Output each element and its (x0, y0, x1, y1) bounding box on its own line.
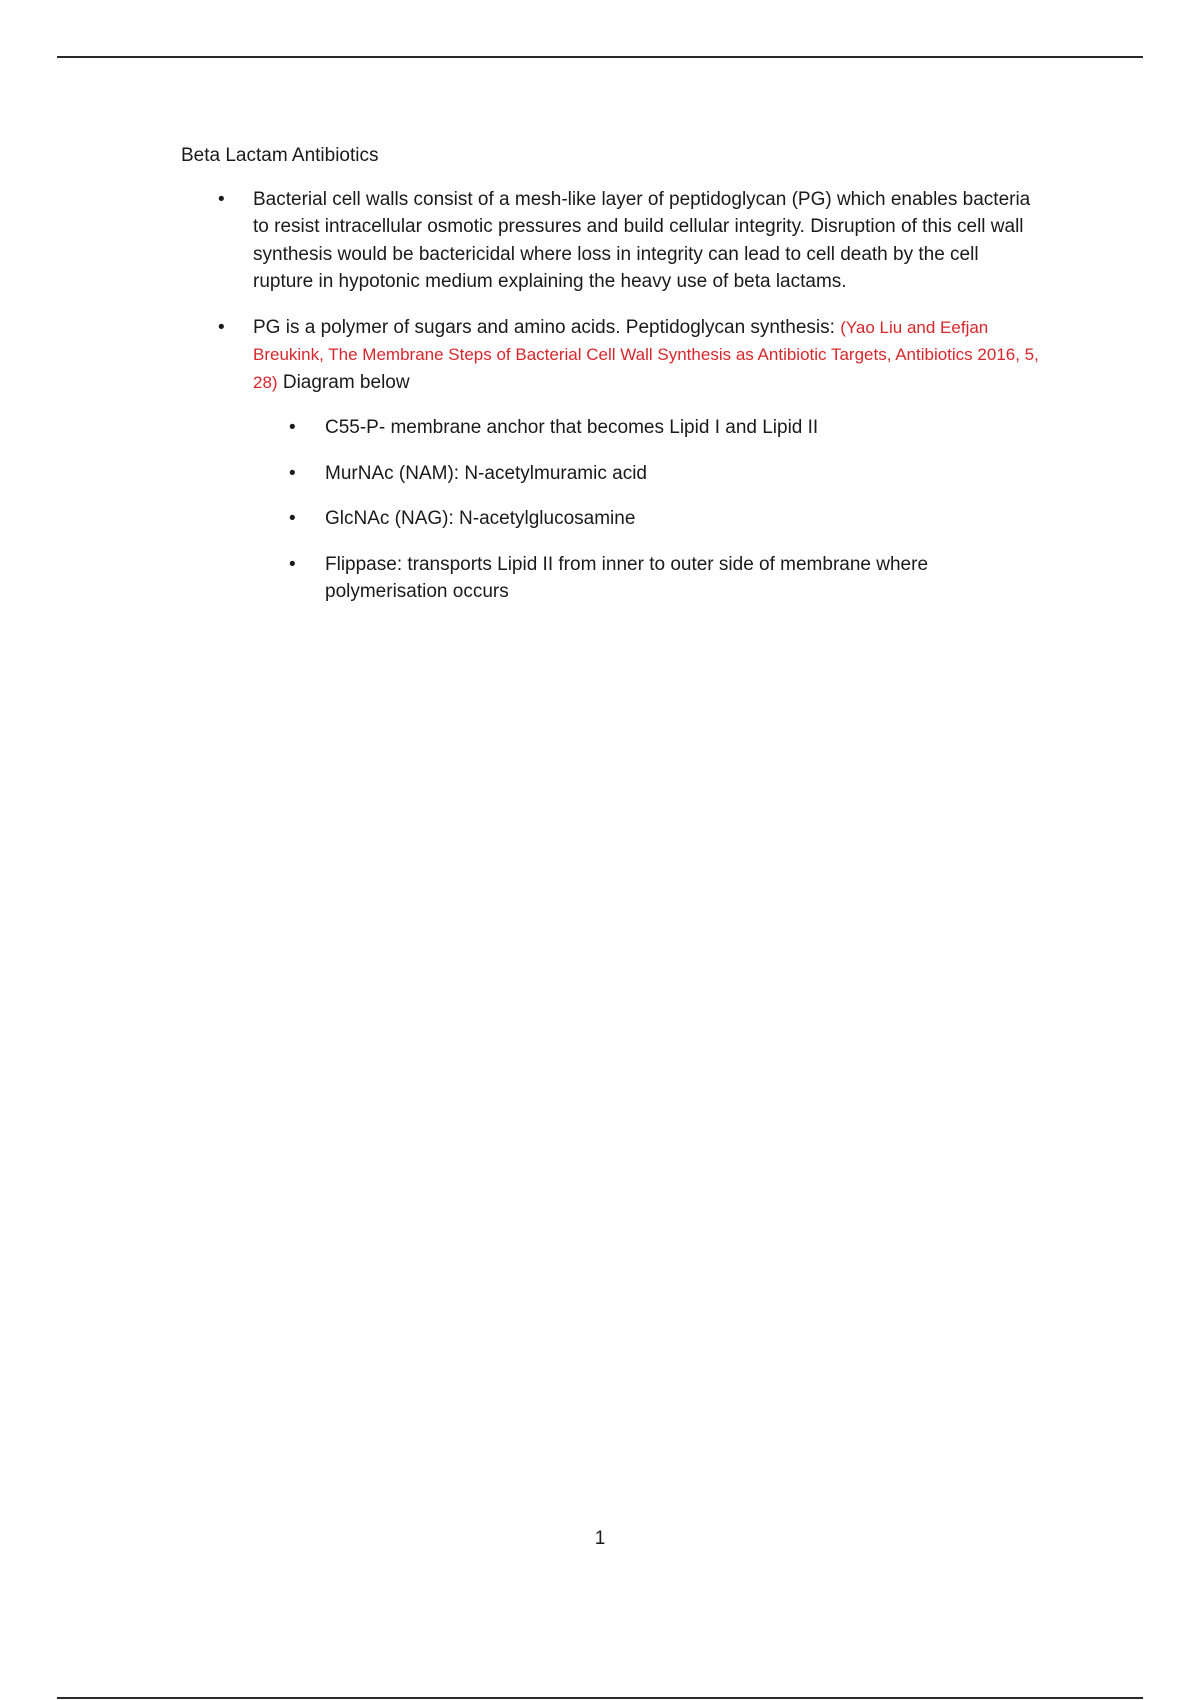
bullet-marker: • (218, 188, 225, 210)
bullet-marker: • (289, 553, 296, 575)
sub-bullet-text: GlcNAc (NAG): N-acetylglucosamine (325, 508, 636, 529)
bullet-marker: • (289, 417, 296, 438)
page-content (181, 142, 1041, 624)
bullet-item-cell-walls (181, 186, 1041, 296)
footer-rule (57, 1697, 1143, 1699)
sub-bullet-text: Flippase: transports Lipid II from inner to outer side of membrane where polymerisation occurs (325, 553, 929, 602)
main-bullet-list (181, 186, 1041, 606)
citation-reference: (Yao Liu and Eefjan Breukink, The Membrane Steps of Bacterial Cell Wall Synthesis as Antibiotic Targets, Antibiotics 2016, 5, 28) (253, 317, 1039, 392)
page-number: 1 (594, 1528, 606, 1549)
bullet-marker: • (289, 508, 296, 529)
bullet-text-intro: PG is a polymer of sugars and amino acids. Peptidoglycan synthesis: (253, 316, 841, 338)
sub-bullet-list (253, 414, 1041, 606)
sub-bullet-item-c55p (253, 414, 1041, 442)
sub-bullet-item-flippase (253, 551, 1041, 606)
bullet-marker: • (289, 462, 296, 484)
sub-bullet-text: C55-P- membrane anchor that becomes Lipid I and Lipid II (325, 417, 819, 438)
bullet-text-outro: Diagram below (277, 371, 410, 393)
bullet-marker: • (218, 316, 225, 338)
bullet-item-pg-synthesis (181, 314, 1041, 606)
section-heading: Beta Lactam Antibiotics (181, 145, 379, 166)
sub-bullet-text: MurNAc (NAM): N-acetylmuramic acid (325, 462, 647, 484)
sub-bullet-item-glcnac (253, 505, 1041, 533)
bullet-text: Bacterial cell walls consist of a mesh-like layer of peptidoglycan (PG) which enables bacteria to resist intracellular osmotic pressures and build cellular integrity. Disruption of this cell wall synthesis would be bactericidal where loss in integrity can lead to cell death by the cell rupture in hypotonic medium explaining the heavy use of beta lactams. (253, 188, 1031, 292)
header-rule (57, 56, 1143, 58)
sub-bullet-item-murnac (253, 460, 1041, 488)
